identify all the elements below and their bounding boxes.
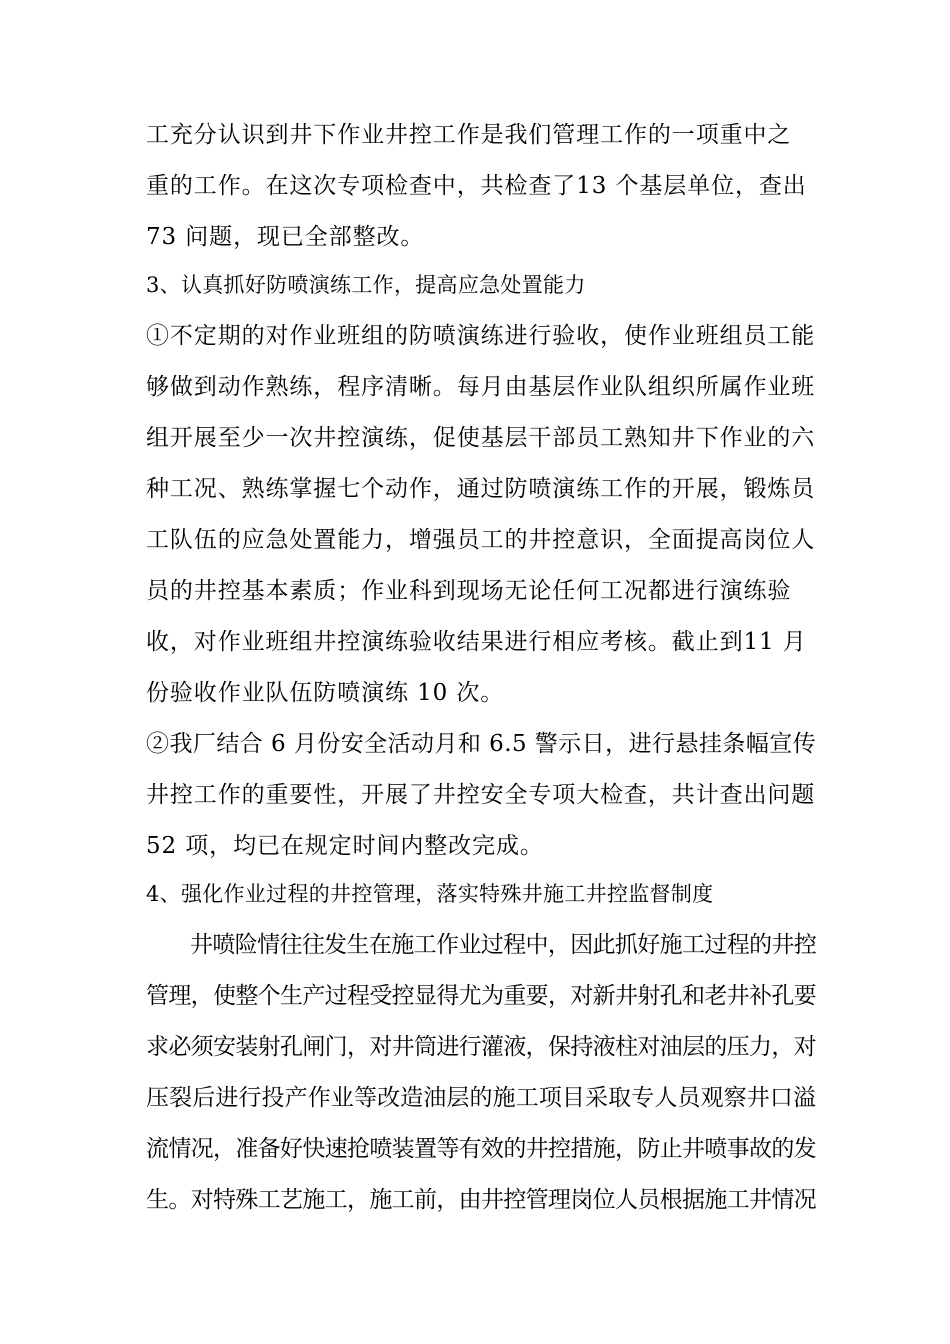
section-heading-4: 4、强化作业过程的井控管理，落实特殊井施工井控监督制度 — [146, 882, 714, 906]
text-line: 井控工作的重要性，开展了井控安全专项大检查，共计查出问题 — [146, 782, 816, 808]
text-line: 够做到动作熟练，程序清晰。每月由基层作业队组织所属作业班 — [146, 374, 816, 400]
text-line: 份验收作业队伍防喷演练 10 次。 — [146, 680, 505, 706]
text-line: 种工况、熟练掌握七个动作，通过防喷演练工作的开展，锻炼员 — [146, 476, 816, 502]
text-line: 管理，使整个生产过程受控显得尤为重要，对新井射孔和老井补孔要 — [146, 983, 817, 1009]
text-line: 流情况，准备好快速抢喷装置等有效的井控措施，防止井喷事故的发 — [146, 1136, 817, 1162]
text-line: 工队伍的应急处置能力，增强员工的井控意识，全面提高岗位人 — [146, 527, 816, 553]
text-line: 组开展至少一次井控演练，促使基层干部员工熟知井下作业的六 — [146, 425, 816, 451]
text-line: 员的井控基本素质；作业科到现场无论任何工况都进行演练验 — [146, 578, 792, 604]
text-line: 重的工作。在这次专项检查中，共检查了13 个基层单位，查出 — [146, 173, 807, 199]
text-line: ②我厂结合 6 月份安全活动月和 6.5 警示日，进行悬挂条幅宣传 — [146, 731, 817, 757]
text-line: ①不定期的对作业班组的防喷演练进行验收，使作业班组员工能 — [146, 323, 816, 349]
text-line: 73 问题，现已全部整改。 — [146, 224, 425, 250]
text-line: 收，对作业班组井控演练验收结果进行相应考核。截止到11 月 — [146, 629, 807, 655]
text-line: 工充分认识到井下作业井控工作是我们管理工作的一项重中之 — [146, 122, 792, 148]
text-line: 求必须安装射孔闸门，对井筒进行灌液，保持液柱对油层的压力，对 — [146, 1034, 817, 1060]
text-line: 井喷险情往往发生在施工作业过程中，因此抓好施工过程的井控 — [190, 932, 817, 958]
text-line: 压裂后进行投产作业等改造油层的施工项目采取专人员观察井口溢 — [146, 1085, 817, 1111]
section-heading-3: 3、认真抓好防喷演练工作，提高应急处置能力 — [146, 273, 586, 297]
text-line: 52 项，均已在规定时间内整改完成。 — [146, 833, 544, 859]
text-line: 生。对特殊工艺施工，施工前，由井控管理岗位人员根据施工井情况 — [146, 1187, 817, 1213]
